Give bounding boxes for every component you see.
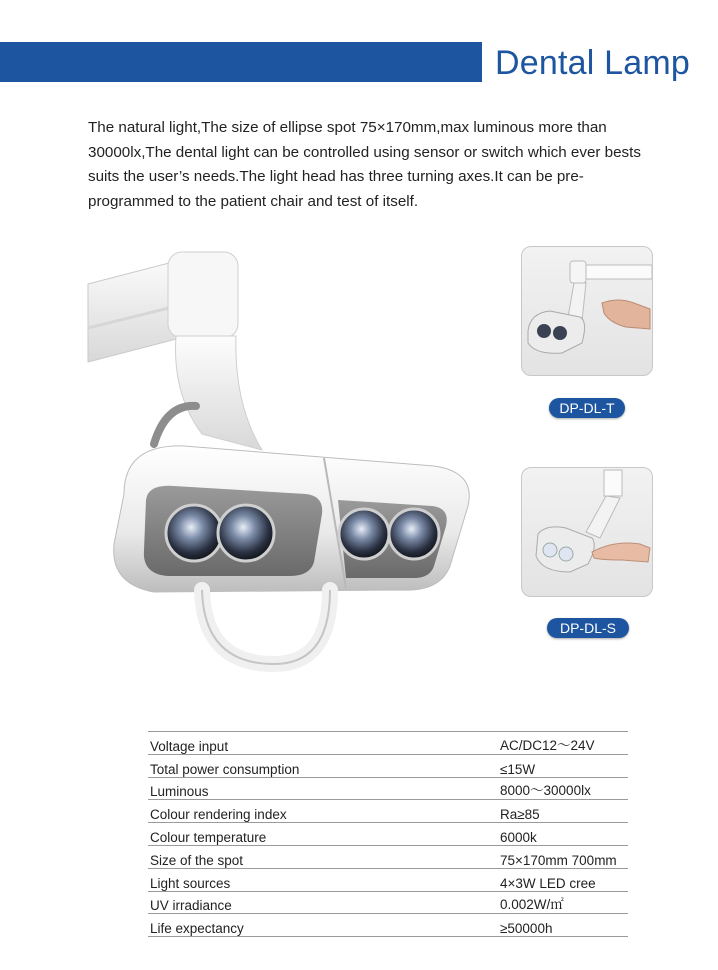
spec-name: Total power consumption bbox=[148, 754, 500, 777]
spec-name: Life expectancy bbox=[148, 914, 500, 937]
table-row bbox=[148, 800, 628, 823]
hand-sensor-lamp-icon bbox=[522, 468, 652, 596]
intro-line: suits the user’s needs.The light head has three turning axes.It can be pre- bbox=[88, 168, 584, 185]
spec-value: 0.002W/㎡ bbox=[500, 891, 628, 914]
spec-value: ≥50000h bbox=[500, 914, 628, 937]
spec-value: 8000～30000lx bbox=[500, 777, 628, 800]
page-title: Dental Lamp bbox=[495, 44, 690, 82]
table-row bbox=[148, 891, 628, 914]
spec-value: ≤15W bbox=[500, 754, 628, 777]
spec-name: Light sources bbox=[148, 868, 500, 891]
spec-name: Colour rendering index bbox=[148, 800, 500, 823]
header-bar bbox=[0, 42, 482, 82]
table-row bbox=[148, 823, 628, 846]
spec-table bbox=[148, 731, 628, 937]
spec-name: Size of the spot bbox=[148, 845, 500, 868]
table-row bbox=[148, 868, 628, 891]
table-row bbox=[148, 845, 628, 868]
hand-touch-lamp-icon bbox=[522, 247, 652, 375]
intro-paragraph bbox=[88, 116, 678, 214]
intro-line: programmed to the patient chair and test of itself. bbox=[88, 192, 419, 210]
model-photo-dp-dl-s bbox=[521, 467, 653, 597]
spec-value: Ra≥85 bbox=[500, 800, 628, 823]
dental-lamp-photo bbox=[84, 244, 484, 684]
spec-name: UV irradiance bbox=[148, 891, 500, 914]
spec-value: 75×170mm 700mm bbox=[500, 845, 628, 868]
spec-value: AC/DC12～24V bbox=[500, 732, 628, 755]
table-row bbox=[148, 732, 628, 755]
spec-name: Voltage input bbox=[148, 732, 500, 755]
table-row bbox=[148, 914, 628, 937]
intro-line: The natural light,The size of ellipse spot 75×170mm,max luminous more than bbox=[88, 119, 607, 136]
model-photo-dp-dl-t bbox=[521, 246, 653, 376]
spec-value: 6000k bbox=[500, 823, 628, 846]
model-badge: DP-DL-S bbox=[547, 618, 629, 638]
model-badge: DP-DL-T bbox=[549, 398, 625, 418]
table-row bbox=[148, 777, 628, 800]
spec-value: 4×3W LED cree bbox=[500, 868, 628, 891]
spec-name: Luminous bbox=[148, 777, 500, 800]
table-row bbox=[148, 754, 628, 777]
intro-line: 30000lx,The dental light can be controlled using sensor or switch which ever bests bbox=[88, 143, 641, 161]
spec-name: Colour temperature bbox=[148, 823, 500, 846]
